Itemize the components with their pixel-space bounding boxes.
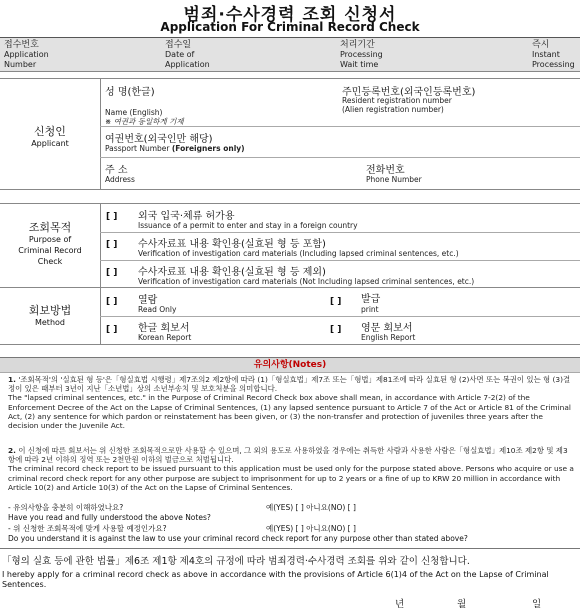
phone-label-en: Phone Number xyxy=(366,175,422,184)
print-label-ko: 발급 xyxy=(361,294,381,305)
name-korean-label: 성 명(한글) xyxy=(105,87,155,98)
note-2-number: 2. xyxy=(8,446,16,455)
passport-label-en-text: Passport Number xyxy=(105,144,170,153)
purpose-label xyxy=(0,221,100,267)
question-2-answer[interactable]: 예(YES) [ ] 아니요(NO) [ ] xyxy=(266,524,356,533)
print-checkbox[interactable]: [ ] xyxy=(330,297,342,307)
question-1-en: Have you read and fully understood the above Notes? xyxy=(8,513,211,522)
form-title-korean: 범죄·수사경력 조회 신청서 xyxy=(183,5,397,25)
purpose-option-including-ko: 수사자료표 내용 확인용(실효된 형 등 포함) xyxy=(138,239,326,250)
read-only-label-en: Read Only xyxy=(138,305,177,314)
rrn-label-en1: Resident registration number xyxy=(342,96,452,105)
note-1-number: 1. xyxy=(8,375,16,384)
receipt-date-label-ko: 접수일 xyxy=(165,40,192,50)
divider xyxy=(100,260,580,261)
question-2-en: Do you understand it is against the law to use your criminal record check report for any purpose other than stated above? xyxy=(8,534,468,543)
date-month-label: 월 xyxy=(457,599,467,610)
divider xyxy=(100,232,580,233)
processing-cell xyxy=(340,40,383,70)
divider xyxy=(100,126,580,127)
reply-method-label xyxy=(0,304,100,328)
question-2-ko: - 위 신청한 조회목적에 맞게 사용할 예정인가요? xyxy=(8,524,167,533)
note-2 xyxy=(8,446,574,492)
notes-title-bar: 유의사항(Notes) xyxy=(0,357,580,373)
receipt-date-label-en2: Application xyxy=(165,60,210,69)
reply-method-label-ko: 회보방법 xyxy=(28,304,72,317)
divider xyxy=(100,204,101,288)
purpose-option-excluding-en: Verification of investigation card materials (Not Including lapsed criminal sentences, etc.) xyxy=(138,277,475,286)
question-1-answer[interactable]: 예(YES) [ ] 아니요(NO) [ ] xyxy=(266,503,356,512)
passport-label-en xyxy=(105,144,245,153)
read-only-label-ko: 열람 xyxy=(138,295,158,306)
korean-report-label-ko: 한글 회보서 xyxy=(138,323,190,334)
purpose-label-en1: Purpose of xyxy=(28,235,72,244)
receipt-date-label-en1: Date of xyxy=(165,50,195,59)
applicant-section xyxy=(0,78,580,190)
declaration-english: I hereby apply for a criminal record check as above in accordance with the provisions of Article 6(1)4 of the Act on the Lapse of Criminal Sentences. xyxy=(2,570,549,589)
processing-label-en1: Processing xyxy=(340,50,383,59)
instant-cell xyxy=(532,40,575,70)
instant-label-en2: Processing xyxy=(532,60,575,69)
processing-label-ko: 처리기간 xyxy=(340,40,375,50)
receipt-date-cell xyxy=(165,40,210,70)
note-2-korean: 이 신청에 따른 회보서는 위 신청한 조회목적으로만 사용할 수 있으며, 그 외의 용도로 사용하였을 경우에는 취득한 사람과 사용한 사람은「형실효법」제10조 제2항 및 제3항에 따라 2년 이하의 징역 또는 2천만원 이하의 벌금으로 처벌됩니다. xyxy=(8,446,568,465)
purpose-label-en3: Check xyxy=(37,257,63,266)
note-2-english: The criminal record check report to be issued pursuant to this application must be used only for the purpose stated above. Persons who acquire or use a criminal record check report for any other purpose are subject to imprisonment for up to 2 years or a fine of up to KRW 20 million in accordance with Article 10(2) and Article 10(3) of the Act on the Lapse of Criminal Sentences. xyxy=(8,464,574,492)
divider xyxy=(100,157,580,158)
english-report-label-ko: 영문 회보서 xyxy=(361,323,413,334)
purpose-label-en2: Criminal Record xyxy=(18,246,82,255)
korean-report-label-en: Korean Report xyxy=(138,333,192,342)
note-1-english: The "lapsed criminal sentences, etc." in the Purpose of Criminal Record Check box above shall mean, in accordance with Article 7-2(2) of the Enforcement Decree of the Act on the Lapse of Criminal Sentences, (1) any lapsed sentence pursuant to Article 7 of the Act or Article 81 of the Criminal Act, (2) any sentence for which pardon or reinstatement has been given, or (3) the non-transfer and protection of juveniles three years after the decision under the Juvenile Act. xyxy=(8,393,571,431)
purpose-option-including-en: Verification of investigation card materials (Including lapsed criminal sentences, etc.) xyxy=(138,249,459,258)
purpose-checkbox-excluding[interactable]: [ ] xyxy=(106,268,118,278)
purpose-checkbox-entry[interactable]: [ ] xyxy=(106,212,118,222)
name-english-label: Name (English) xyxy=(105,108,163,117)
divider xyxy=(0,548,580,549)
reply-method-section xyxy=(0,287,580,345)
address-label-en: Address xyxy=(105,175,135,184)
divider xyxy=(100,79,101,189)
applicant-label-ko: 신청인 xyxy=(34,125,66,138)
purpose-option-excluding-ko: 수사자료표 내용 확인용(실효된 형 등 제외) xyxy=(138,267,326,278)
receipt-number-label-en1: Application xyxy=(4,50,49,59)
read-only-checkbox[interactable]: [ ] xyxy=(106,297,118,307)
korean-report-checkbox[interactable]: [ ] xyxy=(106,325,118,335)
receipt-number-cell xyxy=(4,40,49,70)
english-report-checkbox[interactable]: [ ] xyxy=(330,325,342,335)
purpose-option-entry-ko: 외국 입국·체류 허가용 xyxy=(138,211,235,222)
question-1-ko: - 유의사항을 충분히 이해하였나요? xyxy=(8,503,124,512)
address-label-ko: 주 소 xyxy=(105,165,128,176)
applicant-label-en: Applicant xyxy=(31,139,69,148)
processing-label-en2: Wait time xyxy=(340,60,379,69)
declaration-korean: 「형의 실효 등에 관한 법률」제6조 제1항 제4호의 규정에 따라 범죄경력·수사경력 조회를 위와 같이 신청합니다. xyxy=(2,556,470,567)
purpose-option-entry-en: Issuance of a permit to enter and stay in a foreign country xyxy=(138,221,358,230)
instant-label-ko: 즉시 xyxy=(532,40,550,50)
note-1 xyxy=(8,375,574,430)
name-note: ※ 여권과 동일하게 기재 xyxy=(105,117,184,126)
instant-label-en1: Instant xyxy=(532,50,560,59)
receipt-header xyxy=(0,37,580,72)
form-title-english: Application For Criminal Record Check xyxy=(160,20,420,34)
receipt-number-label-ko: 접수번호 xyxy=(4,40,39,50)
purpose-checkbox-including[interactable]: [ ] xyxy=(106,240,118,250)
purpose-label-ko: 조회목적 xyxy=(28,221,72,234)
divider xyxy=(100,316,580,317)
date-day-label: 일 xyxy=(532,599,542,610)
rrn-label-en2: (Alien registration number) xyxy=(342,105,444,114)
passport-label-ko: 여권번호(외국인만 해당) xyxy=(105,134,213,145)
note-1-korean: '조회목적'의 '실효된 형 등'은「형실효법 시행령」제7조의2 제2항에 따라 (1)「형실효법」제7조 또는「형법」제81조에 따라 실효된 형 (2)사면 또는 복권이 있는 형 (3)결정이 있은 때부터 3년이 지난「소년법」상의 소년부송치 및 보호처분을 의미합니다. xyxy=(8,375,571,394)
receipt-number-label-en2: Number xyxy=(4,60,37,69)
date-year-label: 년 xyxy=(395,599,405,610)
reply-method-label-en: Method xyxy=(34,318,65,327)
english-report-label-en: English Report xyxy=(361,333,416,342)
passport-label-foreigners: (Foreigners only) xyxy=(171,144,245,153)
phone-label-ko: 전화번호 xyxy=(366,165,405,176)
purpose-section xyxy=(0,203,580,288)
applicant-label xyxy=(0,125,100,149)
print-label-en: print xyxy=(361,305,379,314)
rrn-label-ko: 주민등록번호(외국인등록번호) xyxy=(342,87,476,98)
